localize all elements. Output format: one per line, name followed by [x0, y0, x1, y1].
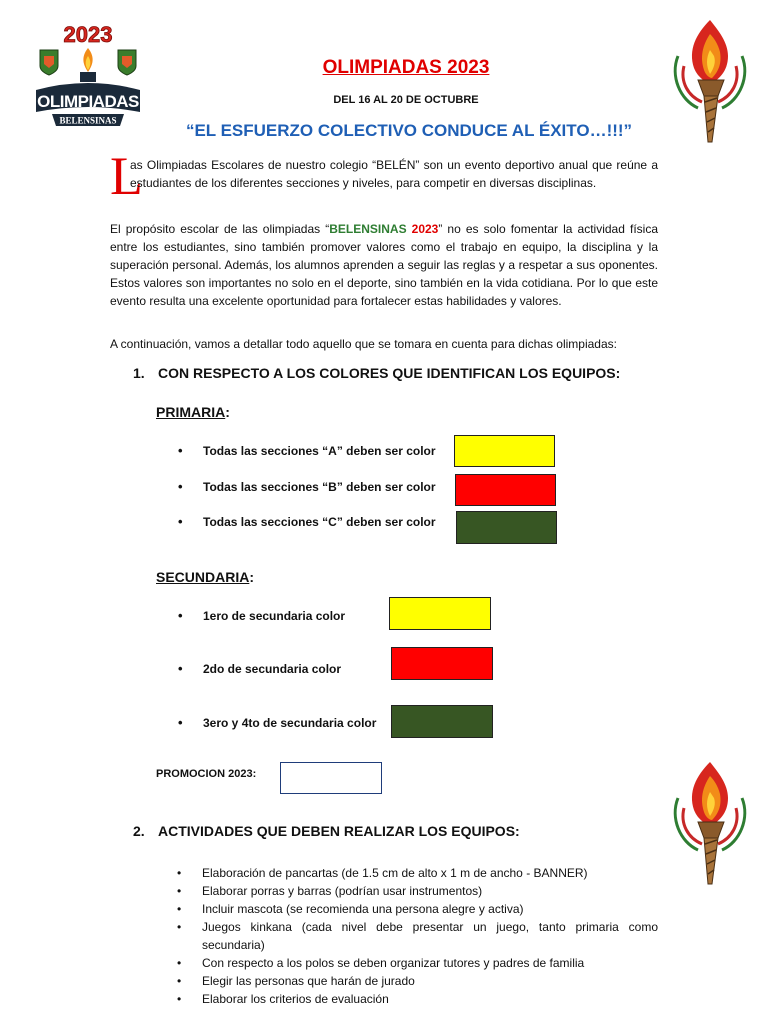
color-swatch-green [391, 705, 493, 738]
torch-icon [668, 758, 752, 890]
purpose-text-before: El propósito escolar de las olimpiadas “ [110, 222, 330, 236]
list-item: • Todas las secciones “A” deben ser color [178, 443, 436, 458]
list-item: • 3ero y 4to de secundaria color [178, 715, 377, 730]
logo-year: 2023 [63, 22, 113, 47]
section-1-heading [133, 365, 620, 381]
highlight-belensinas: BELENSINAS [329, 222, 407, 236]
section-title: CON RESPECTO A LOS COLORES QUE IDENTIFICAN LOS EQUIPOS: [158, 365, 621, 381]
colon: : [249, 569, 255, 585]
color-swatch-yellow [389, 597, 491, 630]
purpose-text-after: ” no es solo fomentar la actividad física entre los estudiantes, sino también promover valores como el trabajo en equipo, la disciplina y la superación personal. Además, los alumnos aprenden a seguir las reglas y a respetar a sus oponentes. Estos valores son importantes no solo en el deporte, sino también en la vida cotidiana. Por lo que este evento resulta una excelente oportunidad para fortalecer estas habilidades y valores. [110, 222, 658, 308]
secundaria-label: SECUNDARIA [156, 569, 250, 585]
list-item: • 2do de secundaria color [178, 661, 342, 676]
primaria-heading [156, 404, 230, 420]
primaria-label: PRIMARIA [156, 404, 226, 420]
secundaria-heading [156, 569, 254, 585]
color-swatch-red [455, 474, 556, 506]
logo-name: OLIMPIADAS [37, 92, 139, 111]
logo-sub: BELENSINAS [59, 115, 117, 126]
list-item: • Elaborar los criterios de evaluación [202, 990, 658, 1008]
list-item-text: Todas las secciones “B” deben ser color [203, 480, 436, 494]
purpose-paragraph [110, 220, 658, 310]
list-item-text: 1ero de secundaria color [203, 609, 346, 623]
list-item: • Con respecto a los polos se deben organizar tutores y padres de familia [202, 954, 658, 972]
list-item: • 1ero de secundaria color [178, 608, 346, 623]
section-title: ACTIVIDADES QUE DEBEN REALIZAR LOS EQUIPOS: [158, 823, 520, 839]
list-item: • Elaboración de pancartas (de 1.5 cm de alto x 1 m de ancho - BANNER) [202, 864, 658, 882]
list-item-text: Todas las secciones “C” deben ser color [203, 515, 436, 529]
color-swatch-red [391, 647, 493, 680]
list-item: • Incluir mascota (se recomienda una persona alegre y activa) [202, 900, 658, 918]
color-swatch-green [456, 511, 557, 544]
list-item: • Todas las secciones “B” deben ser color [178, 479, 436, 494]
section-number: 1. [133, 365, 145, 381]
list-item: • Todas las secciones “C” deben ser color [178, 514, 436, 529]
continuation-paragraph: A continuación, vamos a detallar todo aquello que se tomara en cuenta para dichas olimpiadas: [110, 337, 617, 351]
list-item-text: 3ero y 4to de secundaria color [203, 716, 377, 730]
highlight-year: 2023 [411, 222, 439, 236]
list-item: • Elaborar porras y barras (podrían usar instrumentos) [202, 882, 658, 900]
promocion-label: PROMOCION 2023: [156, 768, 257, 780]
list-item: • Juegos kinkana (cada nivel debe presentar un juego, tanto primaria como secundaria) [202, 918, 658, 954]
list-item: • Elegir las personas que harán de jurado [202, 972, 658, 990]
promocion-color-box [280, 762, 382, 794]
page-title: OLIMPIADAS 2023 [322, 57, 490, 78]
list-item-text: Todas las secciones “A” deben ser color [203, 444, 436, 458]
list-item-text: 2do de secundaria color [203, 662, 342, 676]
intro-paragraph: as Olimpiadas Escolares de nuestro colegio “BELÉN” son un evento deportivo anual que reúne a estudiantes de los diferentes secciones y niveles, para competir en diversas disciplinas. [130, 158, 658, 190]
section-2-heading [133, 823, 520, 839]
section-number: 2. [133, 823, 145, 839]
drop-cap: L [110, 146, 143, 206]
event-dates: DEL 16 AL 20 DE OCTUBRE [333, 94, 479, 106]
motto: “EL ESFUERZO COLECTIVO CONDUCE AL ÉXITO…!!!” [185, 121, 633, 140]
colon: : [225, 404, 230, 420]
activities-list [202, 864, 658, 1008]
color-swatch-yellow [454, 435, 555, 467]
